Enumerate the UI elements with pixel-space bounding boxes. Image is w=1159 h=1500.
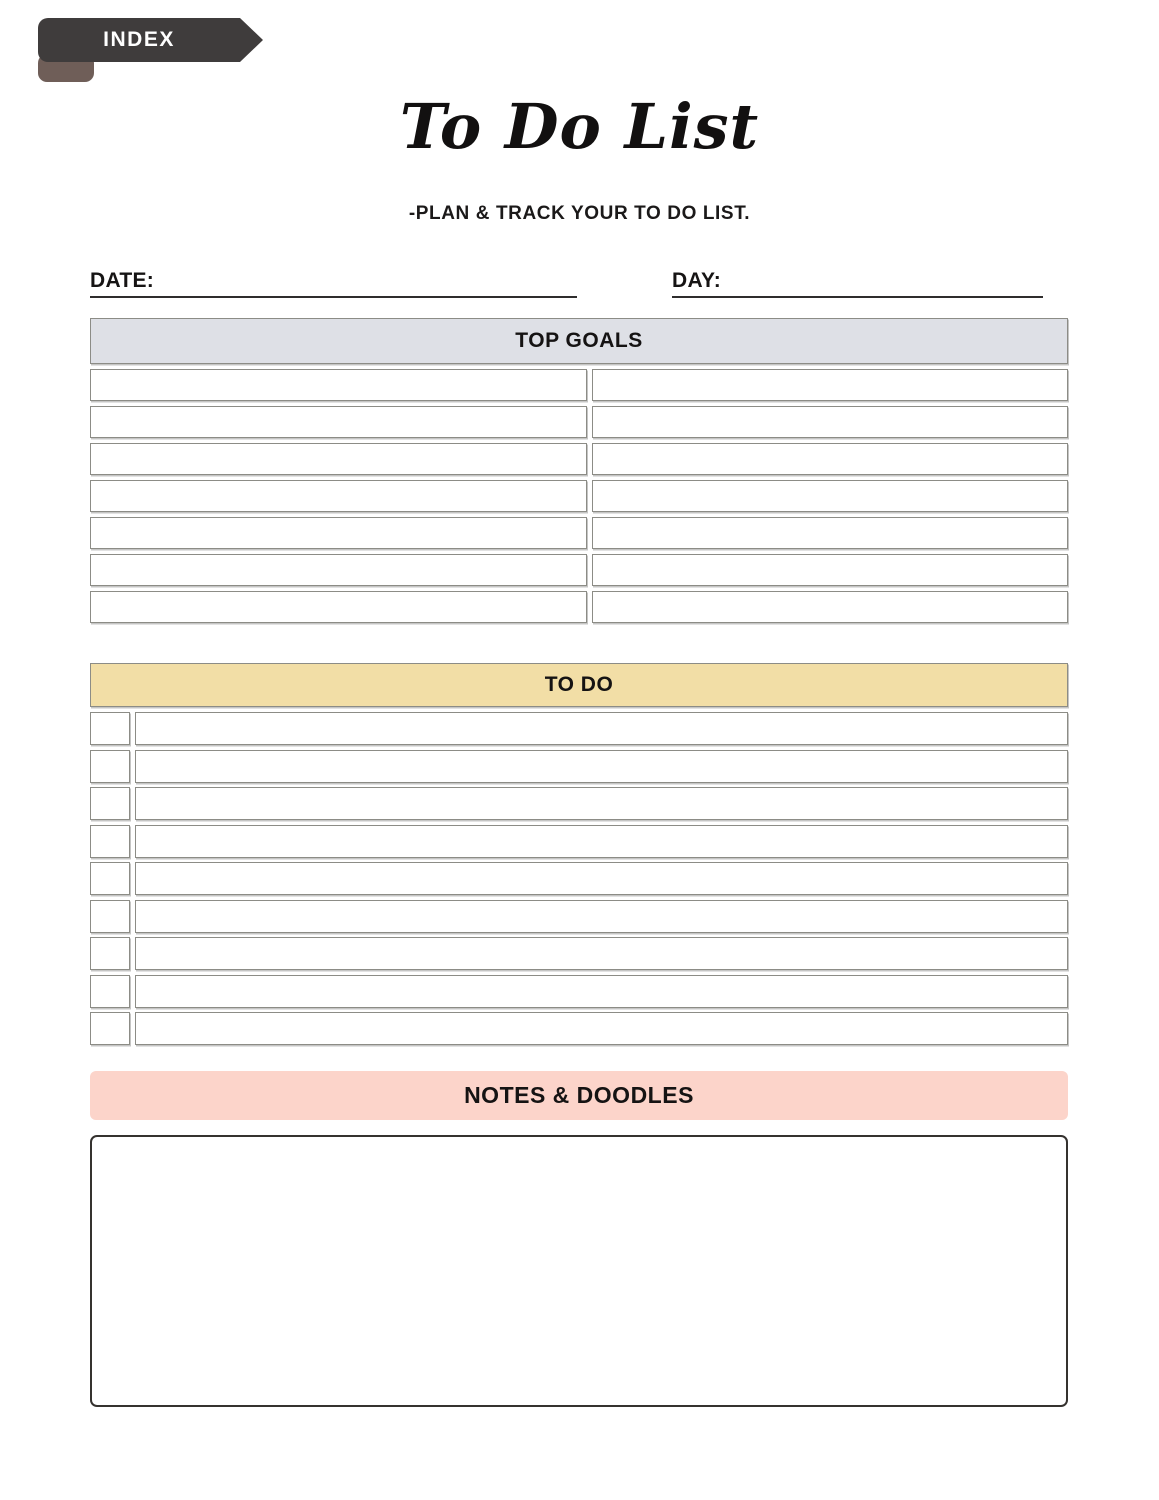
todo-checkbox-9[interactable] [90,1012,130,1045]
notes-box [90,1135,1068,1407]
todo-input-6[interactable] [136,901,1067,932]
todo-input-9[interactable] [136,1013,1067,1044]
goal-input-r5c1[interactable] [91,518,586,548]
goal-input-r7c2[interactable] [593,592,1067,622]
goal-input-r6c1[interactable] [91,555,586,585]
top-goals-grid [90,369,1068,623]
todo-line [135,787,1068,820]
notes-title: NOTES & DOODLES [464,1082,694,1108]
goal-cell [592,591,1068,623]
date-input[interactable] [162,267,577,293]
goal-input-r7c1[interactable] [91,592,586,622]
index-label: INDEX [103,28,175,51]
day-field [672,262,1043,298]
todo-title: TO DO [544,673,614,696]
todo-checkbox-2[interactable] [90,750,130,783]
goal-cell [90,591,587,623]
goal-input-r3c2[interactable] [593,444,1067,474]
todo-row [90,825,1068,858]
index-tab[interactable] [38,18,263,62]
top-goals-header [90,318,1068,364]
goal-input-r4c1[interactable] [91,481,586,511]
todo-checkbox-1[interactable] [90,712,130,745]
goal-input-r1c1[interactable] [91,370,586,400]
goal-input-r6c2[interactable] [593,555,1067,585]
goal-input-r5c2[interactable] [593,518,1067,548]
goal-cell [592,517,1068,549]
goal-cell [90,369,587,401]
index-tab-body [38,18,240,62]
todo-line [135,975,1068,1008]
todo-line [135,750,1068,783]
todo-row [90,937,1068,970]
todo-header [90,663,1068,707]
notes-header [90,1071,1068,1120]
page-subtitle: -PLAN & TRACK YOUR TO DO LIST. [408,203,751,224]
goal-cell [592,369,1068,401]
page-title: To Do List [399,90,760,163]
todo-checkbox-3[interactable] [90,787,130,820]
todo-row [90,900,1068,933]
goal-cell [592,554,1068,586]
notes-textarea[interactable] [92,1137,1066,1405]
todo-line [135,712,1068,745]
goal-cell [592,406,1068,438]
todo-line [135,937,1068,970]
goal-cell [90,443,587,475]
top-goals-title: TOP GOALS [515,329,643,352]
todo-input-8[interactable] [136,976,1067,1007]
todo-checkbox-5[interactable] [90,862,130,895]
date-label: DATE: [90,269,155,292]
goal-cell [90,480,587,512]
todo-row [90,750,1068,783]
todo-row [90,787,1068,820]
todo-row [90,975,1068,1008]
day-label: DAY: [672,269,722,292]
todo-line [135,1012,1068,1045]
index-arrow-icon [240,18,263,62]
todo-row [90,1012,1068,1045]
todo-checkbox-4[interactable] [90,825,130,858]
goal-cell [90,406,587,438]
goal-input-r4c2[interactable] [593,481,1067,511]
goal-cell [592,480,1068,512]
todo-line [135,900,1068,933]
goal-input-r1c2[interactable] [593,370,1067,400]
todo-input-5[interactable] [136,863,1067,894]
goal-input-r3c1[interactable] [91,444,586,474]
todo-checkbox-7[interactable] [90,937,130,970]
goal-input-r2c1[interactable] [91,407,586,437]
goal-cell [90,554,587,586]
todo-row [90,862,1068,895]
day-input[interactable] [729,267,1043,293]
todo-input-1[interactable] [136,713,1067,744]
todo-checkbox-8[interactable] [90,975,130,1008]
goal-input-r2c2[interactable] [593,407,1067,437]
todo-row [90,712,1068,745]
date-field [90,262,577,298]
goal-cell [90,517,587,549]
todo-list [90,712,1068,1050]
todo-line [135,862,1068,895]
todo-line [135,825,1068,858]
todo-input-2[interactable] [136,751,1067,782]
goal-cell [592,443,1068,475]
todo-input-4[interactable] [136,826,1067,857]
todo-input-7[interactable] [136,938,1067,969]
todo-input-3[interactable] [136,788,1067,819]
todo-checkbox-6[interactable] [90,900,130,933]
